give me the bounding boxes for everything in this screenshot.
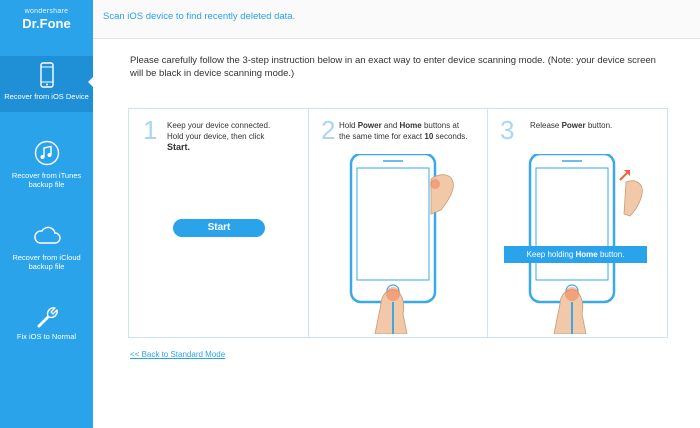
- step-3: [488, 109, 667, 337]
- cloud-icon: [32, 224, 62, 246]
- step-text-seg: Release: [530, 121, 562, 130]
- step-number: 3: [500, 115, 515, 145]
- step-text-seg: seconds.: [433, 132, 468, 141]
- step-text-seg: and: [381, 121, 400, 130]
- instruction-text: Please carefully follow the 3-step instruction below in an exact way to enter device scanning mode. (Note: your device screen will be black in device scanning mode.): [130, 55, 656, 79]
- step-text-seg: button.: [585, 121, 613, 130]
- step-2: [309, 109, 487, 337]
- step-1: [129, 109, 308, 337]
- sidebar-item-label: Recover from iOS Device: [4, 92, 89, 101]
- seconds-count: 10: [424, 132, 434, 141]
- sidebar-item-label: Recover from iCloud backup file: [12, 253, 81, 271]
- banner-home: Home: [575, 250, 598, 259]
- step-text-line: Hold your device, then click: [167, 132, 265, 141]
- banner-text: Keep holding: [526, 250, 576, 259]
- phone-illustration: [323, 154, 473, 334]
- power-label: Power: [357, 121, 382, 130]
- wrench-icon: [34, 304, 60, 330]
- app-logo: [0, 0, 93, 40]
- page-title: Scan iOS device to find recently deleted data.: [103, 11, 296, 22]
- power-label: Power: [561, 121, 586, 130]
- step-text-bold: Start.: [167, 142, 191, 152]
- keep-holding-banner: [504, 246, 647, 263]
- brand-small: wondershare: [24, 8, 69, 15]
- step-text-seg: the same time for exact: [339, 132, 425, 141]
- sidebar-item-recover-ios[interactable]: [0, 56, 93, 112]
- banner-text: button.: [597, 250, 625, 259]
- header-bar: [93, 0, 700, 39]
- sidebar-item-recover-icloud[interactable]: [0, 224, 93, 280]
- brand-name: Dr.Fone: [22, 16, 71, 31]
- step-text-seg: buttons at: [421, 121, 460, 130]
- step-number: 2: [321, 115, 336, 145]
- step-number: 1: [143, 115, 158, 145]
- sidebar-item-recover-itunes[interactable]: [0, 140, 93, 196]
- home-label: Home: [399, 121, 422, 130]
- step-text: [167, 120, 305, 153]
- step-text-seg: Hold: [339, 121, 358, 130]
- step-text: [339, 120, 487, 142]
- phone-illustration: [502, 154, 652, 334]
- sidebar-item-fix-ios[interactable]: [0, 304, 93, 350]
- back-to-standard-mode-link[interactable]: << Back to Standard Mode: [130, 350, 226, 359]
- step-text: [530, 120, 666, 131]
- steps-panel: [128, 108, 668, 338]
- active-caret: [88, 76, 94, 88]
- iphone-icon: [40, 62, 54, 88]
- sidebar-item-label: Fix iOS to Normal: [16, 332, 77, 341]
- step-text-line: Keep your device connected.: [167, 121, 271, 130]
- sidebar-item-label: Recover from iTunes backup file: [11, 171, 82, 189]
- start-button[interactable]: Start: [173, 219, 265, 237]
- sidebar: [0, 0, 93, 428]
- music-note-icon: [34, 140, 60, 166]
